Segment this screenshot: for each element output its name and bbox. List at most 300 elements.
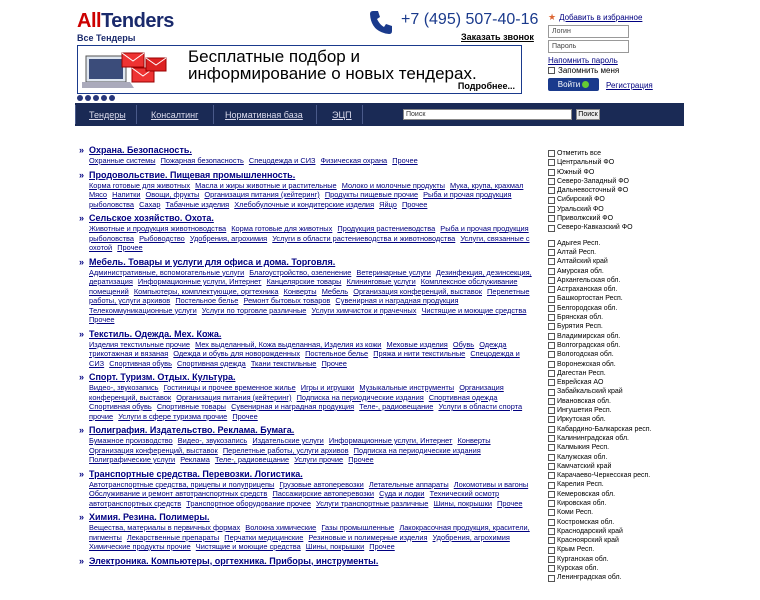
- category-link[interactable]: Автотранспортные средства, прицепы и полуприцепы: [89, 479, 275, 489]
- category-title-text: Электроника. Компьютеры, оргтехника. Приборы, инструменты.: [89, 555, 379, 566]
- category-link[interactable]: Канцелярские товары: [266, 277, 342, 286]
- category-title-text: Продовольствие. Пищевая промышленность.: [89, 169, 296, 180]
- region-option[interactable]: [548, 508, 688, 517]
- category-link[interactable]: Услуги по торговле различные: [201, 305, 307, 315]
- category-link[interactable]: Обувь: [452, 339, 475, 349]
- category-link[interactable]: Спортивная одежда: [177, 358, 246, 368]
- category-link[interactable]: Лакокрасочная продукция, красители, пигменты: [89, 523, 530, 542]
- category-link[interactable]: Бумажное производство: [89, 436, 173, 445]
- region-label: Волгоградская обл.: [557, 341, 621, 349]
- region-label: Коми Респ.: [557, 509, 594, 517]
- category-link[interactable]: Удобрения, агрохимия: [432, 532, 510, 542]
- category-link[interactable]: Услуги в области спорта прочие: [89, 402, 523, 421]
- region-checkbox[interactable]: [548, 178, 555, 185]
- pager-dot[interactable]: [101, 95, 107, 101]
- pager-dot[interactable]: [93, 95, 99, 101]
- category-link[interactable]: Охранные системы: [89, 156, 156, 165]
- region-option[interactable]: [548, 360, 688, 369]
- nav-item-consulting[interactable]: Консалтинг: [151, 110, 199, 120]
- region-checkbox[interactable]: [548, 314, 555, 321]
- region-label: Отметить все: [557, 150, 602, 157]
- category-link[interactable]: Локомотивы и вагоны: [453, 479, 529, 489]
- region-label: Курская обл.: [557, 565, 599, 573]
- category-link[interactable]: Организация питания (кейтеринг): [204, 190, 320, 199]
- banner-more-link[interactable]: Подробнее...: [457, 81, 515, 91]
- region-checkbox[interactable]: [548, 249, 555, 256]
- category-link[interactable]: Полиграфические услуги: [89, 455, 176, 464]
- category-link[interactable]: Транспортное оборудование прочее: [186, 498, 311, 508]
- region-label: Карачаево-Черкесская респ.: [557, 472, 651, 480]
- category-link[interactable]: Ветеринарные услуги: [356, 267, 431, 277]
- region-checkbox[interactable]: [548, 575, 555, 582]
- category-link[interactable]: Телекоммуникационные услуги: [89, 305, 197, 315]
- region-checkbox[interactable]: [548, 277, 555, 284]
- region-option[interactable]: [548, 397, 688, 406]
- category-title[interactable]: [79, 257, 534, 268]
- logo-part-tenders: Tenders: [101, 10, 174, 32]
- region-checkbox[interactable]: [548, 159, 555, 166]
- category-link[interactable]: Одежда трикотажная и вязаная: [89, 339, 507, 358]
- category-link[interactable]: Услуги, связанные с охотой: [89, 233, 530, 252]
- category-links: [89, 383, 534, 421]
- forgot-password-link[interactable]: Напомнить пароль: [548, 56, 618, 65]
- region-checkbox[interactable]: [548, 509, 555, 516]
- category-title[interactable]: [79, 170, 534, 181]
- pager-dot[interactable]: [109, 95, 115, 101]
- nav-separator: [136, 105, 137, 124]
- region-option[interactable]: [548, 313, 688, 322]
- category-link[interactable]: Ткани текстильные: [250, 358, 317, 368]
- region-checkbox[interactable]: [548, 454, 555, 461]
- category-link[interactable]: Дезинфекция, дезинсекция, дератизация: [89, 267, 532, 286]
- region-checkbox[interactable]: [548, 296, 555, 303]
- region-label: Красноярский край: [557, 537, 619, 545]
- region-option[interactable]: [548, 350, 688, 359]
- region-checkbox[interactable]: [548, 426, 555, 433]
- region-option[interactable]: [548, 443, 688, 452]
- add-favorite[interactable]: [548, 12, 642, 23]
- region-option[interactable]: [548, 415, 688, 424]
- category-link[interactable]: Услуги прочие: [294, 455, 344, 464]
- category-link[interactable]: Мех выделанный, Кожа выделанная, Изделия из кожи: [195, 339, 382, 349]
- category-link[interactable]: Конверты: [283, 286, 317, 296]
- category-link[interactable]: Организация конференций, выставок: [353, 286, 482, 296]
- region-label: Северо-Кавказский ФО: [557, 224, 633, 232]
- region-option[interactable]: [548, 564, 688, 573]
- banner-pager: [77, 95, 115, 101]
- region-option[interactable]: [548, 406, 688, 415]
- category-link[interactable]: Перелетные работы, услуги архивов: [222, 445, 349, 455]
- region-checkbox[interactable]: [548, 342, 555, 349]
- double-arrow-icon: »: [79, 169, 85, 180]
- region-label: Южный ФО: [557, 168, 595, 176]
- category-link[interactable]: Газы промышленные: [321, 523, 395, 532]
- region-option[interactable]: [548, 248, 688, 257]
- category-link[interactable]: Издательские услуги: [252, 436, 324, 445]
- phone-icon: [367, 8, 395, 36]
- category-link[interactable]: Резиновые и полимерные изделия: [308, 532, 428, 542]
- region-label: Кировская обл.: [557, 499, 607, 507]
- nav-separator: [362, 105, 363, 124]
- region-option[interactable]: [548, 480, 688, 489]
- region-option[interactable]: [548, 195, 688, 204]
- region-label: Алтайский край: [557, 258, 608, 266]
- category-links: [89, 181, 534, 210]
- category-link[interactable]: Услуги химчисток и прачечных: [311, 305, 417, 315]
- category-link[interactable]: Прочее: [321, 358, 347, 368]
- region-option[interactable]: [548, 276, 688, 285]
- category-link[interactable]: Теле-, радиовещание: [214, 455, 290, 464]
- category-links: [89, 224, 534, 253]
- category-link[interactable]: Мясо: [89, 190, 108, 199]
- category-link[interactable]: Подписка на периодические издания: [353, 445, 481, 455]
- login-button[interactable]: [548, 78, 599, 91]
- register-link[interactable]: Регистрация: [606, 81, 653, 90]
- region-checkbox[interactable]: [548, 444, 555, 451]
- category-link[interactable]: Лекарственные препараты: [126, 532, 220, 542]
- double-arrow-icon: »: [79, 555, 85, 566]
- category-link[interactable]: Спортивная обувь: [109, 358, 172, 368]
- region-checkbox[interactable]: [548, 268, 555, 275]
- region-option[interactable]: [548, 168, 688, 177]
- category-link[interactable]: Изделия текстильные прочие: [89, 339, 191, 349]
- remember-me[interactable]: [548, 66, 619, 75]
- region-option[interactable]: [548, 573, 688, 582]
- category-link[interactable]: Прочее: [401, 199, 428, 209]
- category-link[interactable]: Напитки: [112, 190, 141, 199]
- region-option[interactable]: [548, 518, 688, 527]
- region-option[interactable]: [548, 294, 688, 303]
- region-checkbox[interactable]: [548, 150, 555, 157]
- region-checkbox[interactable]: [548, 361, 555, 368]
- category-link[interactable]: Овощи, фрукты: [145, 190, 200, 199]
- region-checkbox[interactable]: [548, 197, 555, 204]
- region-option[interactable]: [548, 453, 688, 462]
- category-link[interactable]: Физическая охрана: [320, 156, 388, 165]
- order-call-link[interactable]: Заказать звонок: [461, 32, 534, 42]
- region-checkbox[interactable]: [548, 169, 555, 176]
- region-checkbox[interactable]: [548, 491, 555, 498]
- region-label: Еврейская АО: [557, 379, 604, 387]
- double-arrow-icon: »: [79, 468, 85, 479]
- logo-part-all: All: [77, 10, 102, 32]
- category-title-text: Полиграфия. Издательство. Реклама. Бумага.: [89, 425, 295, 435]
- category-link[interactable]: Летательные аппараты: [368, 479, 449, 489]
- category-links: [89, 340, 534, 369]
- category-block: [79, 468, 534, 509]
- region-checkbox[interactable]: [548, 187, 555, 194]
- category-link[interactable]: Масла и жиры животные и растительные: [195, 180, 337, 190]
- category-link[interactable]: Постельное белье: [175, 296, 239, 305]
- region-label: Центральный ФО: [557, 159, 615, 167]
- category-link[interactable]: Удобрения, агрохимия: [189, 233, 268, 243]
- double-arrow-icon: »: [79, 213, 85, 223]
- nav-separator: [213, 105, 214, 124]
- region-checkbox[interactable]: [548, 528, 555, 535]
- category-link[interactable]: Чистящие и моющие средства: [195, 542, 301, 551]
- region-option[interactable]: [548, 490, 688, 499]
- region-label: Белгородская обл.: [557, 304, 618, 312]
- region-checkbox[interactable]: [548, 472, 555, 479]
- category-link[interactable]: Видео-, звукозапись: [89, 383, 159, 392]
- category-link[interactable]: Табачные изделия: [165, 199, 230, 209]
- region-checkbox[interactable]: [548, 482, 555, 489]
- region-label: Брянская обл.: [557, 314, 604, 322]
- category-link[interactable]: Молоко и молочные продукты: [341, 180, 445, 190]
- category-title[interactable]: [79, 145, 534, 156]
- category-title[interactable]: [79, 425, 534, 436]
- category-link[interactable]: Теле-, радиовещание: [359, 402, 434, 411]
- nav-item-ecp[interactable]: ЭЦП: [332, 110, 352, 120]
- category-link[interactable]: Волокна химические: [245, 523, 317, 532]
- region-option[interactable]: [548, 545, 688, 554]
- region-option[interactable]: [548, 462, 688, 471]
- region-option[interactable]: [548, 369, 688, 378]
- category-link[interactable]: Организация питания (кейтеринг): [176, 392, 292, 402]
- category-link[interactable]: Административные, вспомогательные услуги: [89, 267, 245, 277]
- category-link[interactable]: Меховые изделия: [386, 339, 448, 349]
- region-label: Калужская обл.: [557, 453, 608, 461]
- region-checkbox[interactable]: [548, 519, 555, 526]
- category-link[interactable]: Клининговые услуги: [346, 277, 416, 286]
- category-link[interactable]: Продукция растениеводства: [337, 224, 436, 233]
- region-checkbox[interactable]: [548, 547, 555, 554]
- region-label: Астраханская обл.: [557, 286, 618, 294]
- region-checkbox[interactable]: [548, 286, 555, 293]
- region-option[interactable]: [548, 267, 688, 276]
- region-option[interactable]: [548, 555, 688, 564]
- promo-banner[interactable]: [77, 45, 522, 94]
- category-link[interactable]: Услуги в сфере туризма прочие: [118, 411, 228, 421]
- region-option[interactable]: [548, 285, 688, 294]
- category-link[interactable]: Услуги транспортные различные: [316, 498, 429, 508]
- category-link[interactable]: Услуги в области растениеводства и животноводства: [272, 233, 456, 243]
- search-input[interactable]: Поиск: [403, 109, 572, 120]
- category-link[interactable]: Корма готовые для животных: [89, 180, 191, 190]
- category-block: [79, 256, 534, 325]
- category-link[interactable]: Хлебобулочные и кондитерские изделия: [234, 199, 375, 209]
- region-checkbox[interactable]: [548, 389, 555, 396]
- category-link[interactable]: Спортивная обувь: [89, 402, 152, 411]
- region-option[interactable]: [548, 239, 688, 248]
- region-option[interactable]: [548, 341, 688, 350]
- region-label: Ивановская обл.: [557, 397, 611, 405]
- region-label: Крым Респ.: [557, 546, 595, 554]
- category-link[interactable]: Рыба и прочая продукция рыболовства: [89, 224, 529, 243]
- category-link[interactable]: Сувенирная и наградная продукция: [335, 296, 459, 305]
- region-checkbox[interactable]: [548, 398, 555, 405]
- region-option[interactable]: [548, 149, 688, 158]
- category-link[interactable]: Перелетные работы, услуги архивов: [89, 286, 530, 305]
- region-checkbox[interactable]: [548, 323, 555, 330]
- password-input[interactable]: Пароль: [548, 40, 629, 53]
- category-link[interactable]: Суда и лодки: [379, 489, 425, 498]
- region-checkbox[interactable]: [548, 463, 555, 470]
- region-option[interactable]: [548, 322, 688, 331]
- category-link[interactable]: Прочее: [117, 243, 143, 252]
- category-link[interactable]: Вещества, материалы в первичных формах: [89, 523, 241, 532]
- category-link[interactable]: Прочее: [369, 542, 395, 551]
- category-link[interactable]: Конверты: [457, 436, 491, 445]
- category-title[interactable]: [79, 469, 534, 480]
- region-checkbox[interactable]: [548, 556, 555, 563]
- region-checkbox[interactable]: [548, 565, 555, 572]
- category-link[interactable]: Музыкальные инструменты: [359, 383, 455, 392]
- category-link[interactable]: Организация конференций, выставок: [89, 445, 218, 455]
- region-option[interactable]: [548, 214, 688, 223]
- category-title-text: Охрана. Безопасность.: [89, 145, 192, 155]
- region-label: Вологодская обл.: [557, 351, 614, 359]
- region-option[interactable]: [548, 158, 688, 167]
- region-checkbox[interactable]: [548, 500, 555, 507]
- region-label: Калининградская обл.: [557, 434, 629, 442]
- category-link[interactable]: Продукты пищевые прочие: [324, 190, 419, 199]
- region-checkbox[interactable]: [548, 537, 555, 544]
- region-option[interactable]: [548, 186, 688, 195]
- category-link[interactable]: Пряжа и нити текстильные: [373, 349, 466, 358]
- category-link[interactable]: Реклама: [180, 455, 210, 464]
- category-link[interactable]: Информационные услуги, Интернет: [328, 436, 453, 445]
- region-option[interactable]: [548, 304, 688, 313]
- category-links: [89, 480, 534, 509]
- category-link[interactable]: Благоустройство, озеленение: [249, 267, 352, 277]
- category-link[interactable]: Гостиницы и прочее временное жилье: [163, 383, 296, 392]
- category-block: [79, 213, 534, 253]
- category-link[interactable]: Сувенирная и наградная продукция: [231, 402, 355, 411]
- category-link[interactable]: Прочее: [89, 315, 115, 324]
- region-checkbox[interactable]: [548, 258, 555, 265]
- category-link[interactable]: Животные и продукция животноводства: [89, 224, 227, 233]
- region-checkbox[interactable]: [548, 435, 555, 442]
- category-link[interactable]: Информационные услуги, Интернет: [137, 277, 262, 286]
- region-option[interactable]: [548, 527, 688, 536]
- region-checkbox[interactable]: [548, 370, 555, 377]
- category-link[interactable]: Видео-, звукозапись: [177, 436, 248, 445]
- region-option[interactable]: [548, 434, 688, 443]
- category-link[interactable]: Прочее: [232, 411, 258, 421]
- category-link[interactable]: Комплексное обслуживание помещений: [89, 277, 518, 296]
- category-link[interactable]: Технический осмотр автотранспортных средств: [89, 489, 500, 508]
- category-link[interactable]: Прочее: [392, 156, 418, 165]
- category-link[interactable]: Грузовые автоперевозки: [279, 479, 364, 489]
- region-checkbox[interactable]: [548, 333, 555, 340]
- category-link[interactable]: Спортивные товары: [156, 402, 226, 411]
- category-link[interactable]: Мука, крупа, крахмал: [450, 180, 524, 190]
- category-link[interactable]: Мебель: [321, 286, 349, 296]
- category-link[interactable]: Яйцо: [379, 199, 397, 209]
- nav-item-tenders[interactable]: Тендеры: [89, 110, 126, 120]
- region-checkbox[interactable]: [548, 351, 555, 358]
- category-link[interactable]: Сахар: [139, 199, 161, 209]
- category-link[interactable]: Постельное белье: [305, 349, 369, 358]
- region-checkbox[interactable]: [548, 240, 555, 247]
- category-link[interactable]: Рыба и прочая продукция рыболовства: [89, 190, 512, 209]
- region-label: Дагестан Респ.: [557, 369, 606, 377]
- category-block: [79, 145, 534, 166]
- pager-dot[interactable]: [77, 95, 83, 101]
- category-links: [89, 436, 534, 465]
- category-link[interactable]: Подписка на периодические издания: [296, 392, 424, 402]
- remember-label: Запомнить меня: [558, 66, 620, 75]
- category-title[interactable]: [79, 556, 534, 567]
- region-checkbox[interactable]: [548, 225, 555, 232]
- category-link[interactable]: Компьютеры, комплектующие, оргтехника: [133, 286, 279, 296]
- category-link[interactable]: Прочее: [348, 455, 374, 464]
- region-checkbox[interactable]: [548, 206, 555, 213]
- category-link[interactable]: Рыбоводство: [139, 233, 185, 243]
- region-option[interactable]: [548, 223, 688, 232]
- category-title-text: Мебель. Товары и услуги для офиса и дома. Торговля.: [89, 256, 336, 267]
- category-link[interactable]: Шины, покрышки: [305, 542, 365, 551]
- region-option[interactable]: [548, 499, 688, 508]
- region-label: Северо-Западный ФО: [557, 177, 630, 185]
- double-arrow-icon: »: [79, 372, 85, 382]
- category-link[interactable]: Обслуживание и ремонт автотранспортных средств: [89, 489, 268, 498]
- region-checkbox[interactable]: [548, 416, 555, 423]
- category-link[interactable]: Перчатки медицинские: [224, 532, 304, 542]
- phone-number[interactable]: +7 (495) 507-40-16: [401, 11, 539, 28]
- region-label: Сибирский ФО: [557, 196, 605, 204]
- region-label: Карелия Респ.: [557, 481, 604, 489]
- region-option[interactable]: [548, 387, 688, 396]
- category-link[interactable]: Чистящие и моющие средства: [421, 305, 527, 315]
- category-link[interactable]: Спецодежда и СИЗ: [248, 156, 316, 165]
- login-input[interactable]: Логин: [548, 25, 629, 38]
- site-logo[interactable]: [77, 10, 174, 33]
- region-label: Камчатский край: [557, 462, 612, 470]
- remember-checkbox[interactable]: [548, 67, 555, 74]
- region-option[interactable]: [548, 378, 688, 387]
- category-list: [79, 145, 534, 571]
- category-links: [89, 268, 534, 325]
- region-checkbox[interactable]: [548, 305, 555, 312]
- region-option[interactable]: [548, 536, 688, 545]
- category-link[interactable]: Одежда и обувь для новорожденных: [173, 349, 301, 358]
- category-title[interactable]: [79, 329, 534, 340]
- category-link[interactable]: Организация конференций, выставок: [89, 383, 504, 402]
- region-option[interactable]: [548, 471, 688, 480]
- region-option[interactable]: [548, 177, 688, 186]
- category-link[interactable]: Ремонт бытовых товаров: [243, 296, 331, 305]
- nav-item-regulations[interactable]: Нормативная база: [225, 110, 303, 120]
- region-checkbox[interactable]: [548, 407, 555, 414]
- category-link[interactable]: Прочее: [497, 498, 523, 508]
- region-option[interactable]: [548, 425, 688, 434]
- category-title[interactable]: [79, 372, 534, 383]
- category-block: [79, 555, 534, 567]
- category-title[interactable]: [79, 512, 534, 523]
- category-link[interactable]: Корма готовые для животных: [231, 224, 333, 233]
- category-link[interactable]: Пожарная безопасность: [160, 156, 244, 165]
- region-label: Алтай Респ.: [557, 248, 597, 256]
- category-link[interactable]: Химические продукты прочие: [89, 542, 191, 551]
- region-checkbox[interactable]: [548, 215, 555, 222]
- region-label: Калмыкия Респ.: [557, 444, 610, 452]
- pager-dot[interactable]: [85, 95, 91, 101]
- category-link[interactable]: Игры и игрушки: [300, 383, 355, 392]
- region-option[interactable]: [548, 332, 688, 341]
- region-label: Архангельская обл.: [557, 276, 621, 284]
- region-checkbox[interactable]: [548, 379, 555, 386]
- category-title[interactable]: [79, 213, 534, 224]
- category-link[interactable]: Спецодежда и СИЗ: [89, 349, 520, 368]
- region-option[interactable]: [548, 205, 688, 214]
- category-link[interactable]: Пассажирские автоперевозки: [272, 489, 375, 498]
- category-link[interactable]: Шины, покрышки: [433, 498, 492, 508]
- search-button[interactable]: Поиск: [576, 109, 600, 120]
- region-option[interactable]: [548, 257, 688, 266]
- category-link[interactable]: Спортивная одежда: [428, 392, 498, 402]
